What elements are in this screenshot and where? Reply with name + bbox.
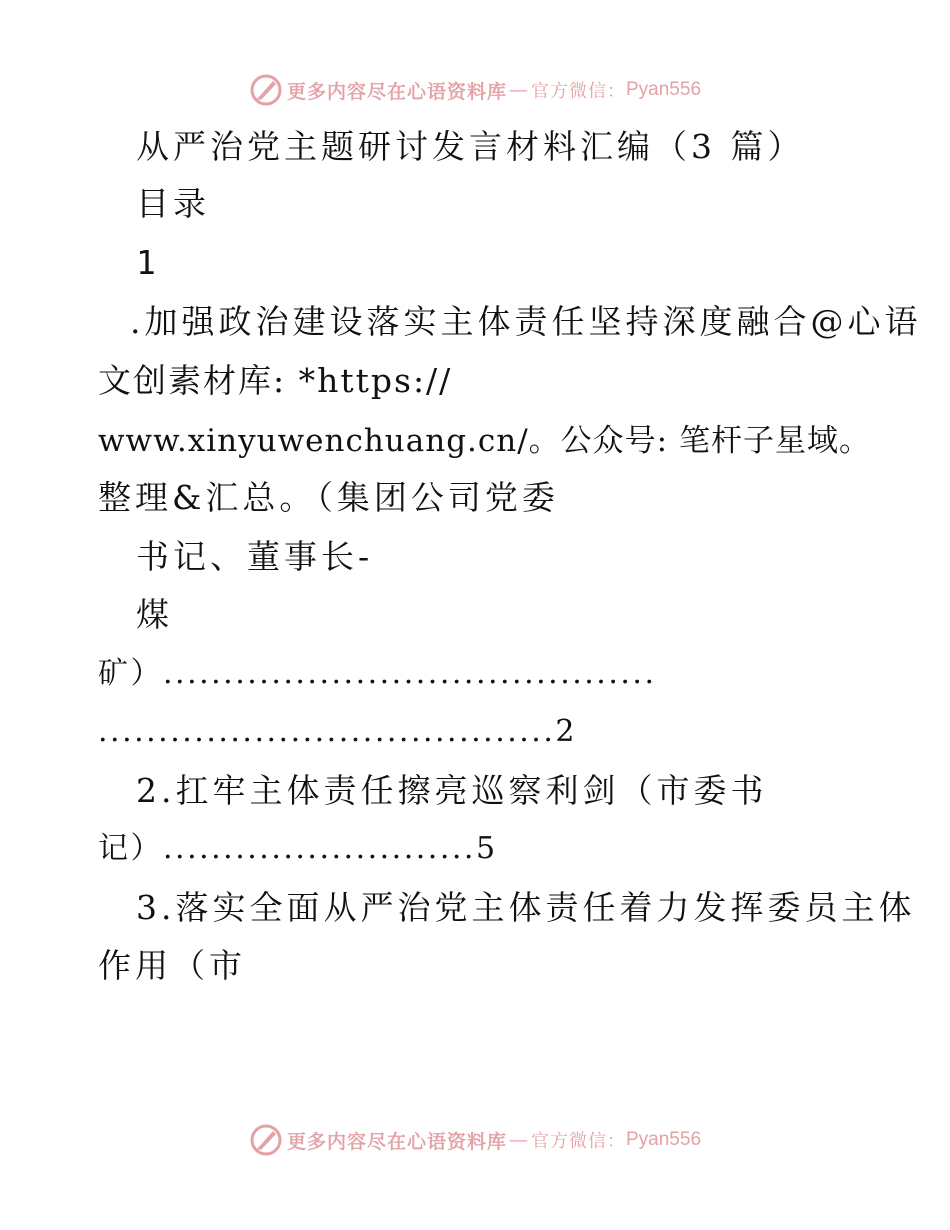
toc-item3-line1: 3.落实全面从严治党主体责任着力发挥委员主体 <box>136 888 916 927</box>
banner-separator: — <box>509 1129 529 1151</box>
banner-separator: — <box>509 79 529 101</box>
toc-item1-line1: .加强政治建设落实主体责任坚持深度融合@心语 <box>130 302 922 341</box>
toc-item1-line8: ......................................2 <box>98 714 577 749</box>
toc-heading: 目录 <box>136 184 210 223</box>
toc-item1-number: 1 <box>136 243 157 282</box>
header-watermark-banner <box>0 70 950 110</box>
toc-item1-line4: 整理&汇总。（集团公司党委 <box>98 478 559 517</box>
toc-item2-line2: 记）..........................5 <box>98 831 498 866</box>
banner-label: 官方微信： <box>531 1131 626 1152</box>
toc-item3-line2: 作用（市 <box>98 946 246 985</box>
banner-account: Pyan556 <box>626 79 702 100</box>
banner-label: 官方微信： <box>531 81 626 102</box>
toc-item1-line5: 书记、董事长- <box>136 537 374 576</box>
toc-item1-line6: 煤 <box>136 595 173 634</box>
toc-item2-line1: 2.扛牢主体责任擦亮巡察利剑（市委书 <box>136 771 768 810</box>
quill-logo-icon <box>249 73 283 107</box>
banner-account: Pyan556 <box>626 1129 702 1150</box>
document-title: 从严治党主题研讨发言材料汇编（3 篇） <box>136 127 805 166</box>
toc-item1-line2: 文创素材库: *https:// <box>98 361 453 400</box>
quill-logo-icon <box>249 1123 283 1157</box>
toc-item1-line3: www.xinyuwenchuang.cn/。公众号: 笔杆子星域。 <box>98 423 871 459</box>
banner-brand: 更多内容尽在心语资料库 <box>286 1130 507 1153</box>
footer-watermark-banner <box>0 1120 950 1160</box>
banner-brand: 更多内容尽在心语资料库 <box>286 80 507 103</box>
toc-item1-line7: 矿）......................................... <box>98 656 657 691</box>
